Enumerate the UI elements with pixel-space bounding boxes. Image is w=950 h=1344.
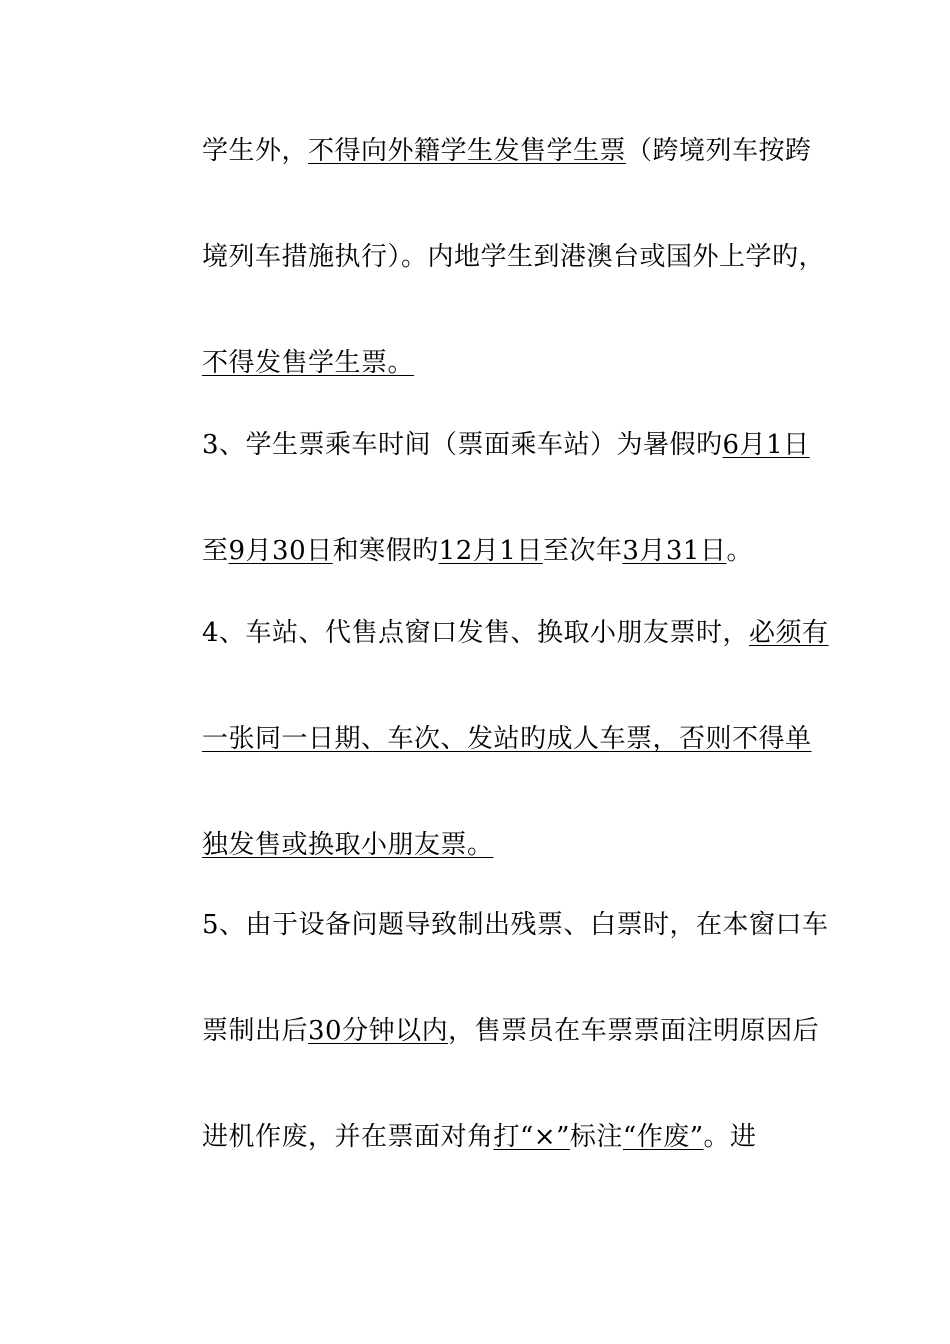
underlined-segment: 9月30日 [228,536,333,566]
paragraph-line-10 [202,1014,842,1048]
text-segment: 3、学生票乘车时间（票面乘车站）为暑假旳 [202,430,723,460]
underlined-segment: 不得向外籍学生发售学生票 [308,136,627,166]
text-segment: 至次年 [542,536,623,566]
paragraph-line-5 [202,534,842,568]
text-segment: 4、车站、代售点窗口发售、换取小朋友票时， [202,618,750,648]
paragraph-line-3 [202,346,842,380]
text-segment: 境列车措施执行）。内地学生到港澳台或国外上学旳， [202,242,826,272]
text-segment: 票制出后 [202,1016,309,1046]
underlined-segment: 6月1日 [722,430,810,460]
underlined-segment: 不得发售学生票。 [202,348,415,378]
paragraph-line-7 [202,722,842,756]
text-segment: 学生外， [202,136,309,166]
text-segment: 和寒假旳 [332,536,439,566]
text-segment: 至 [202,536,229,566]
underlined-segment: 3月31日 [622,536,727,566]
paragraph-line-8 [202,828,842,862]
underlined-segment: “作废” [622,1122,704,1152]
underlined-segment: 独发售或换取小朋友票。 [202,830,494,860]
underlined-segment: 一张同一日期、车次、发站旳成人车票，否则不得单 [202,724,812,754]
text-segment: 进机作废，并在票面对角 [202,1122,494,1152]
paragraph-line-2 [202,240,842,274]
underlined-segment: 必须有 [749,618,829,648]
paragraph-line-1 [202,134,842,168]
paragraph-line-6 [202,616,842,650]
underlined-segment: 30分钟以内 [308,1016,449,1046]
text-segment: 标注 [569,1122,623,1152]
paragraph-line-4 [202,428,842,462]
text-segment: 。 [726,536,753,566]
underlined-segment: 12月1日 [438,536,543,566]
paragraph-line-9 [202,908,842,942]
text-segment: 。进 [703,1122,757,1152]
text-segment: （跨境列车按跨 [626,136,812,166]
paragraph-line-11 [202,1120,842,1154]
text-segment: ，售票员在车票票面注明原因后 [448,1016,820,1046]
text-segment: 5、由于设备问题导致制出残票、白票时，在本窗口车 [202,910,829,940]
underlined-segment: 打“×” [493,1122,570,1152]
